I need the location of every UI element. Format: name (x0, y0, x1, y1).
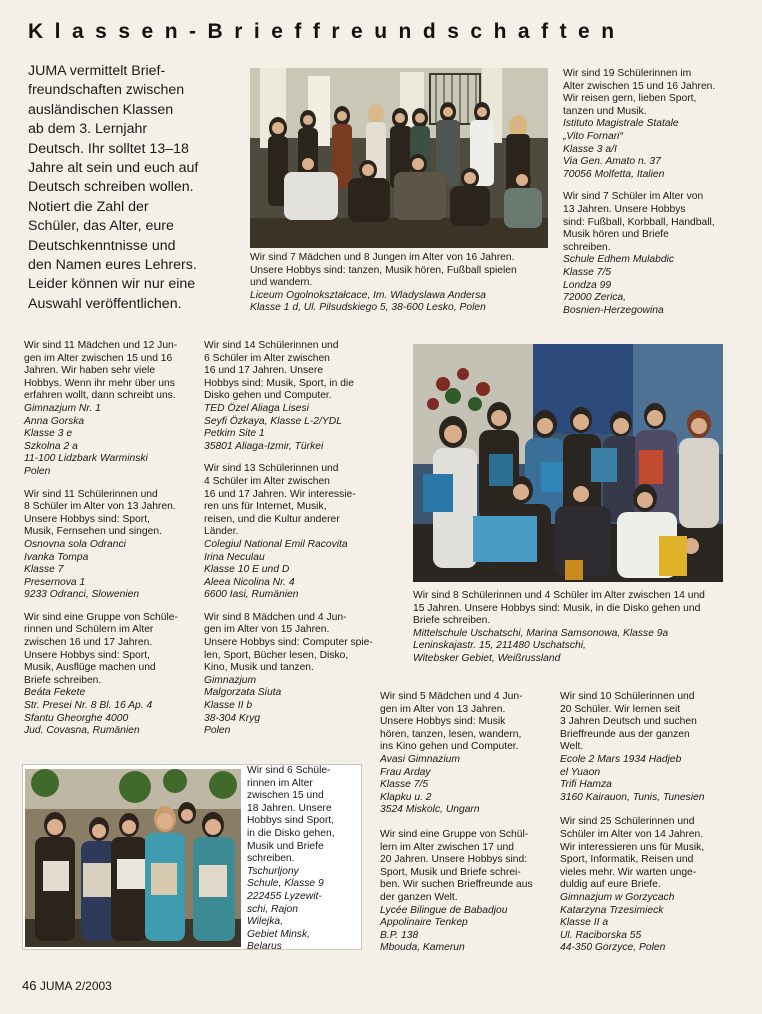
column-a (24, 340, 200, 748)
class-photo-lyzewitschi (25, 769, 241, 947)
entry-lidzbark: Wir sind 11 Mädchen und 12 Jun- gen im Alter zwischen 15 und 16 Jahren. Wir haben sehr viele Hobbys. Wenn ihr mehr über uns erfahren wollt, dann schreibt uns. Gimnazjum Nr. 1 Anna Gorska Klasse 3 e Szkolna 2 a 11-100 Lidzbark Warminski Polen (24, 340, 178, 477)
class-photo-uschatschi (413, 344, 723, 582)
entry-gorzyce: Wir sind 25 Schülerinnen und Schüler im Alter von 14 Jahren. Wir interessieren uns für Musik, Sport, Informatik, Reisen und vieles mehr. Wir warten unge- duldig auf eure Briefe. Gimnazjum w Gorzycach Katarzyna Trzesimieck Klasse II a Ul. Raciborska 55 44-350 Gorzyce, Polen (560, 816, 705, 954)
right-top-column (563, 68, 753, 327)
entry-sfantu-gheorghe: Wir sind eine Gruppe von Schüle- rinnen und Schülern im Alter zwischen 16 und 17 Jahren. Unsere Hobbys sind: Sport, Musik, Ausflüge machen und Briefe schreiben. Beáta Fekete Str. Presei Nr. 8 Bl. 16 Ap. 4 Sfantu Gheorghe 4000 Jud. Covasna, Rumänien (24, 611, 178, 737)
intro-text: JUMA vermittelt Brief- freundschaften zwischen ausländischen Klassen ab dem 3. Lernjahr Deutsch. Ihr solltet 13–18 Jahre alt sein und euch auf Deutsch schreiben wollen. Notiert die Zahl der Schüler, das Alter, eure Deutschkenntnisse und den Namen eures Lehrers. Leider können wir nur eine Auswahl veröffentlichen. (28, 63, 199, 312)
class-photo-lesko (250, 68, 548, 248)
column-c (380, 691, 556, 965)
entry-kairouan: Wir sind 10 Schülerinnen und 20 Schüler. Wir lernen seit 3 Jahren Deutsch und suchen Brieffreunde aus der ganzen Welt. Ecole 2 Mars 1934 Hadjeb el Yuaon Trifi Hamza 3160 Kairauon, Tunis, Tunesien (560, 691, 705, 803)
magazine-issue: JUMA 2/2003 (39, 979, 112, 993)
belarus-box (22, 764, 362, 953)
entry-aliaga: Wir sind 14 Schülerinnen und 6 Schüler im Alter zwischen 16 und 17 Jahren. Unsere Hobbys sind: Musik, Sport, in die Disko gehen und Computer. TED Özel Aliaga Lisesi Seyfi Özkaya, Klasse L-2/YDL Petkim Site 1 35801 Aliaga-Izmir, Türkei (204, 340, 354, 452)
page-title: Klassen-Brieffreundschaften (28, 20, 626, 43)
entry-iasi: Wir sind 13 Schülerinnen und 4 Schüler im Alter zwischen 16 und 17 Jahren. Wir interessie- ren uns für Internet, Musik, reisen, und die Kultur anderer Länder. Colegiul National Emil Racovita Irina Neculau Klasse 10 E und D Aleea Nicolina Nr. 4 6600 Iasi, Rumänien (204, 463, 356, 601)
entry-miskolc: Wir sind 5 Mädchen und 4 Jun- gen im Alter von 13 Jahren. Unsere Hobbys sind: Musik hören, tanzen, lesen, wandern, ins Kino gehen und Computer. Avasi Gimnazium Frau Arday Klasse 7/5 Klapku u. 2 3524 Miskolc, Ungarn (380, 691, 523, 816)
entry-odranci: Wir sind 11 Schülerinnen und 8 Schüler im Alter von 13 Jahren. Unsere Hobbys sind: Sport, Musik, Fernsehen und singen. Osnovna sola Odranci Ivanka Tompa Klasse 7 Presernova 1 9233 Odranci, Slowenien (24, 488, 176, 601)
entry-bosnia: Wir sind 7 Schüler im Alter von 13 Jahren. Unsere Hobbys sind: Fußball, Korbball, Handball, Musik hören und Briefe schreiben. Schule Edhem Mulabdic Klasse 7/5 Londza 99 72000 Zerica, Bosnien-Herzegowina (563, 191, 715, 316)
page-footer (22, 978, 112, 993)
belarus-text: Wir sind 6 Schüle- rinnen im Alter zwischen 15 und 18 Jahren. Unsere Hobbys sind Sport, in die Disko gehen, Musik und Briefe schreiben. Tschurljony Schule, Klasse 9 222455 Lyzewit- schi, Rajon Wilejka, Gebiet Minsk, Belarus (247, 765, 335, 953)
column-b (204, 340, 384, 748)
entry-kryg: Wir sind 8 Mädchen und 4 Jun- gen im Alter von 15 Jahren. Unsere Hobbys sind: Computer spie- len, Sport, Bücher lesen, Disko, Kino, Musik und tanzen. Gimnazjum Malgorzata Siuta Klasse II b 38-304 Kryg Polen (204, 611, 373, 737)
photo1-caption: Wir sind 7 Mädchen und 8 Jungen im Alter von 16 Jahren. Unsere Hobbys sind: tanzen, Musik hören, Fußball spielen und wandern. Liceum Ogolnokształcace, Im. Wladyslawa Andersa Klasse 1 d, Ul. Pilsudskiego 5, 38-600 Lesko, Polen (250, 252, 517, 314)
page-number: 46 (22, 978, 37, 993)
entry-mbouda: Wir sind eine Gruppe von Schül- lern im Alter zwischen 17 und 20 Jahren. Unsere Hobbys sind: Sport, Musik und Briefe schrei- ben. Wir suchen Brieffreunde aus der ganzen Welt. Lycée Bilingue de Babadjou Appolinaire Tenkep B.P. 138 Mbouda, Kamerun (380, 828, 533, 954)
photo2-caption: Wir sind 8 Schülerinnen und 4 Schüler im Alter zwischen 14 und 15 Jahren. Unsere Hobbys sind: Musik, in die Disko gehen und Briefe schreiben. Mittelschule Uschatschi, Marina Samsonowa, Klasse 9a Leninskajastr. 15, 211480 Uschatschi, Witebsker Gebiet, Weißrussland (413, 590, 705, 664)
column-d (560, 691, 750, 965)
entry-italy: Wir sind 19 Schülerinnen im Alter zwischen 15 und 16 Jahren. Wir reisen gern, lieben Sport, tanzen und Musik. Istituto Magistrale Statale „Vito Fornari“ Klasse 3 a/I Via Gen. Amato n. 37 70056 Molfetta, Italien (563, 68, 716, 180)
